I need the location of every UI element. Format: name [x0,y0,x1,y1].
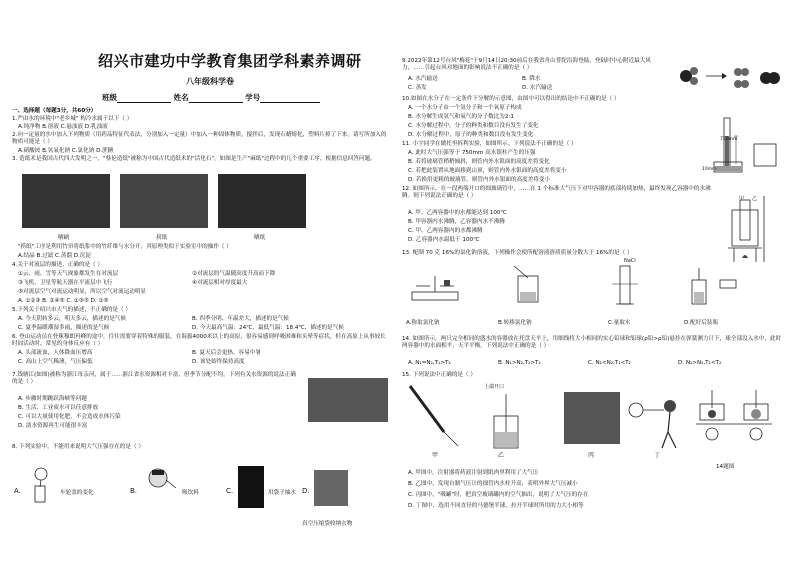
q9-option-d: D. 水汽输送 [522,85,553,91]
question-1: 1.严由水的环境中"老乡城" 构冷水属于以下（ ） [12,116,133,122]
photo-vacuum-bag [314,470,348,506]
question-13: 13. 配制 70 克 16%的氯化钠溶液，下列操作会使所配溶液溶质质量分数大于 16%的是（ ） [402,250,633,256]
label-jia: 甲 [739,196,745,202]
label-open-top: 上端开口 [484,384,505,390]
label-yi: 乙 [752,196,758,202]
question-12: 12. 如图所示，在一段两端开口的细玻璃管中，……在 1 个标准大气压下对甲容器的底部持续加热，最终发现乙容器中的水沸腾。则下列说法正确的是（ ） [402,186,711,199]
q4-item-2: ②对流层的气温随高度升高而下降 [192,271,276,277]
person-drinking-drawing [142,466,178,506]
q15-item-c: C. 丙图中，"吸罐"时，把真空玻璃罐内的空气抽出，说明了大气压的存在 [408,492,589,498]
magdeburg-drawing [624,392,684,452]
photo-river [308,378,388,422]
question-10: 10.如图在水分子在一定条件下分解的示意图，由图中可以得出的结论中不正确的是（ ） [402,96,620,102]
question-7: 7.钱塘江(如图)被称为浙江母亲河，属于……浙江省水资源相对丰富，但季节分配不均。下列有关水资源的说法正确的是（ ） [12,372,296,385]
q4-item-4: ④对流层相对厚度最大 [192,280,248,286]
question-5: 5.下列关于绍兴市天气的描述，不正确的是（ ） [12,307,131,313]
q8-caption-a: 车轮盖的变化 [60,490,94,496]
q12-item-b: B. 甲容器内水沸腾，乙容器内水不沸腾 [408,219,505,225]
q13-caption-c: C.量取水 [608,320,631,326]
q5-item-c: C. 夏季温暖潮湿多雨，描述的是气候 [18,325,110,331]
q8-label-a: A. [14,487,21,495]
q11-item-d: D. 若换用更粗的玻璃管，则管内外水银面的高度差将变小 [408,177,551,183]
q11-item-a: A. 此时大气压强等于 750mm 高水银柱产生的压强 [408,150,536,156]
label-750mm: 750mm [720,137,738,142]
q7-item-c: C. 可以大量使用化肥，不会造成水体污染 [18,414,121,420]
question-8: 8. 下列实验中，不能用来说明大气压强存在的是（ ） [12,444,144,450]
question-4-options: A. ①②③ B. ②④⑤ C. ①③⑤ D. ①⑤ [18,298,109,304]
q10-item-c: C. 水分解过程中，分子的种类和数目没有发生了变化 [408,123,539,129]
student-info [102,92,320,103]
right-column [402,0,786,561]
q15-label-bing: 丙 [588,452,595,459]
q6-item-b: B. 夏天后会更热，容易中暑 [192,350,261,356]
q8-label-c: C. [226,487,234,495]
q8-label-d: D. [302,487,310,495]
q9-option-a: A. 水汽输送 [408,76,438,82]
q15-label-jia: 甲 [432,452,439,459]
q9-option-c: C. 蒸发 [408,85,427,91]
name-field[interactable] [189,94,243,103]
name-label: 姓名 [173,93,189,102]
q15-item-d: D. 丁图中，选用不同直径的马德堡半球，拉开半球时所用的力大小相等 [408,503,584,509]
q5-item-d: D. 今天最高气温：24℃，最低气温：18.4℃，描述的是气候 [192,325,344,331]
molecule-diagram [674,62,784,98]
barometer-bottle-drawing [482,392,532,462]
question-2: 2.向一定量的水中加入下列物质（用药品特征代表法，分别加入一定量）中加入一种固体物质，搅拌后，发现石蜡熔化，塑料片掉了下来。请写所加入的物质可能是（ ） [12,132,387,145]
q9-option-b: B. 降水 [522,76,541,82]
torricelli-apparatus [712,116,782,176]
id-label: 学号 [245,93,261,102]
q13-caption-b: B.转移氯化钠 [498,320,532,326]
question-3-text: "捞纸"工序是利用竹帘将纸浆中的竹纤维与水分开，其原理类似于实验室中的操作（ ） [18,244,232,250]
q13-caption-d: D.配好后装瓶 [684,320,719,326]
photo-cupping [564,392,620,444]
q14-option-b: B. N₁>N₂,T₁>T₂ [498,360,541,366]
q14-option-d: D. N₁>N₂,T₁<T₂ [678,360,722,366]
question-6: 6. 登山运动员在登珠穆朗玛峰的途中，往往需要穿着特殊的服装，在海拔4000米以上的高原，很容易感到呼吸困难和头晕等症状，但在高原上从事较长时间活动时，常见的身体反应有（ ） [12,334,386,347]
photo-bag-water [238,466,264,508]
page-title: 绍兴市建功中学教育集团学科素养调研 [98,52,362,70]
q4-item-3: ③飞机、卫星等航天器在平流层中飞行 [18,280,113,286]
q15-label-yi: 乙 [498,452,505,459]
class-field[interactable] [117,94,171,103]
question-3: 3. 造纸术是我国古代四大发明之一，"蔡伦造纸"被称为中国古代造纸术的"活化石"，如图是生产"麻纸"过程中的几个重要工序，根据信息回答问题。 [12,156,376,162]
figure-14-label: 14题图 [716,464,735,470]
q8-caption-b: 吸饮料 [182,490,199,496]
question-4: 4.关于对流层的描述，正确的是（ ） [12,262,104,268]
q14-option-c: C. N₁<N₂,T₁<T₂ [588,360,631,366]
question-1-options: A.纯净物 B.溶液 C.悬浊液 D.乳浊液 [18,124,108,130]
question-9: 9.2022年第12号台风"梅花"于9月14日20:30前后在我省舟山普陀沿海登陆，登陆时中心附近最大风力，……引起台风对地面的影响说法不正确的是（ ） [402,58,651,71]
q12-item-d: D. 乙容器内水温低于 100℃ [408,237,480,243]
question-2-options: A.硝酸铵 B.氢氧化钠 C.氯化钠 D.蔗糖 [18,148,114,154]
boiling-container-diagram [724,196,774,264]
q11-item-b: B. 若将玻璃管稍稍倾斜，则管内外水银面的高度差将变化 [408,159,550,165]
q12-item-a: A. 甲、乙两容器中的水都能达到 100℃ [408,210,507,216]
q15-label-ding: 丁 [654,452,661,459]
syringe-drawing [404,380,470,450]
q8-label-b: B. [130,487,138,495]
q7-item-a: A. 步骤时期跳跃海峡等问题 [18,396,87,402]
q4-item-5: ⑤对流层空气对流运动明显，所以空气对流运动明显 [18,289,147,295]
q10-item-a: A. 一个水分子由一个氢分子和一个氧原子构成 [408,105,522,111]
question-14: 14. 如图所示，两只完全相同的盛水的容器放在托盘天平上，用细线将大小相同的实心铅球和铝球(ρ铅>ρ铝)悬挂在弹簧测力计下，球全部没入水中，此时两容器中的水面相平，天平平衡。下列说法中正确的是（ ） [402,336,782,349]
q14-option-a: A. N₁=N₂,T₁>T₂ [408,360,451,366]
q5-item-b: B. 四季分明、年温差大，描述的是气候 [192,316,289,322]
q5-item-a: A. 今天阴转多云，明天多云，描述的是气候 [18,316,126,322]
left-column [12,0,392,561]
q7-item-b: B. 生活、工业废水可以任意排放 [18,405,99,411]
q13-caption-a: A.称取氯化钠 [406,320,440,326]
label-nacl: NaCl [624,258,636,264]
q8-caption-d: 真空压缩袋收纳衣物 [302,521,353,527]
photo-caption-1: 晒刷 [58,235,70,241]
label-10mm: 10mm [702,167,717,172]
graduated-cylinder-drawing [610,260,640,308]
question-11: 11. 小宇同学在做托里拆利实验，如图所示。下列说法不正确的是（ ） [402,141,577,147]
q6-item-c: C. 高山上空气稀薄，气压偏低 [18,359,93,365]
id-field[interactable] [260,94,320,103]
question-15: 15. 下列说法中正确的是（ ） [402,372,476,378]
child-drinking-drawing [26,466,56,506]
q15-item-b: B. 乙图中，发现自制气压计的细管内水柱升高，表明外界大气压减小 [408,481,578,487]
beaker-transfer-drawing [508,262,548,306]
q10-item-d: D. 水分解过程中，原子的种类和数目没有发生变化 [408,132,534,138]
photo-caption-3: 晒纸 [254,235,266,241]
balance-scale-drawing [408,262,464,306]
bottling-drawing [684,258,744,308]
q4-item-1: ①云、雨、雪等天气现象都发生在对流层 [18,271,119,277]
photo-drying [218,174,306,228]
q6-item-a: A. 头部流血，人体降血压增高 [18,350,93,356]
page-subtitle: 八年级科学卷 [186,77,234,86]
q8-caption-c: 用袋子抽水 [268,490,296,496]
q11-item-c: C. 若把此装置从地面移到山顶，则管内外水银面的高度差将变小 [408,168,567,174]
balance-spheres-diagram [692,388,782,444]
q15-item-a: A. 甲图中，注射器将药液注射到肌肉里利用了大气压 [408,470,539,476]
class-label: 班级 [102,93,117,102]
photo-caption-2: 捞纸 [156,235,168,241]
photo-scooping [120,174,208,228]
q12-item-c: C. 甲、乙两容器内的水都沸腾 [408,228,483,234]
q6-item-d: D. 该处始终保持高度 [192,359,245,365]
photo-brushing [22,174,110,228]
q10-item-b: B. 水分解生成氢气和氧气的分子数比为2:1 [408,114,514,120]
q7-item-d: D. 淡水资源再生可能很丰富 [18,423,88,429]
question-3-options: A.结晶 B.过滤 C.蒸馏 D.沉淀 [18,253,91,259]
section-heading: 一、选择题（每题3分，共60分） [12,108,97,114]
